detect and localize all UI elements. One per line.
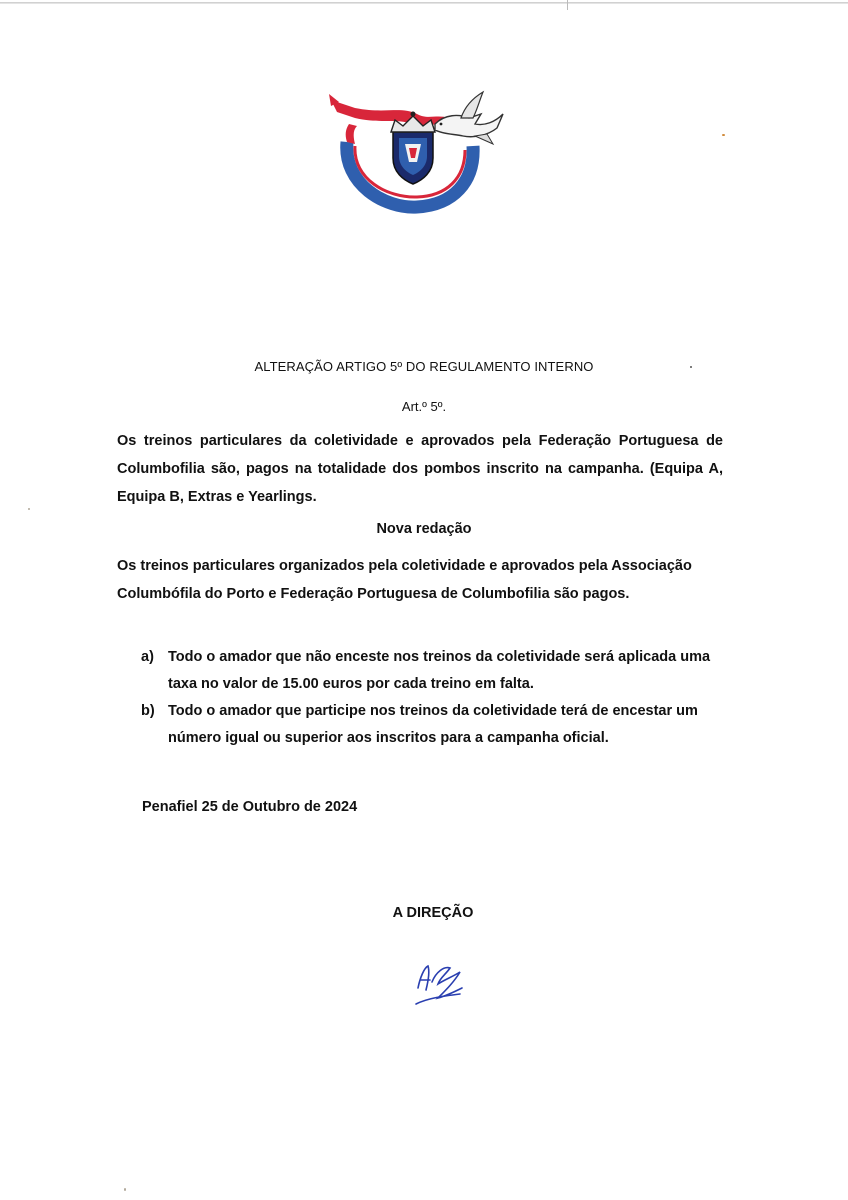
list-item (141, 644, 741, 698)
original-article-text (117, 427, 723, 511)
scan-edge-mark (567, 0, 568, 10)
document-title: ALTERAÇÃO ARTIGO 5º DO REGULAMENTO INTERNO (254, 359, 594, 374)
list-item-text: Todo o amador que não enceste nos treinos da coletividade será aplicada uma taxa no valor de 15.00 euros por cada treino em falta. (168, 649, 711, 692)
list-item (141, 698, 741, 752)
new-wording-heading: Nova redação (376, 521, 472, 537)
list-item-text: Todo o amador que participe nos treinos da coletividade terá de encestar um número igual ou superior aos inscritos para a campanha oficial. (168, 703, 698, 746)
scan-speck (124, 1188, 126, 1191)
scan-speck (722, 134, 725, 136)
place-and-date: Penafiel 25 de Outubro de 2024 (142, 799, 358, 815)
handwritten-signature-icon (410, 958, 470, 1010)
list-marker: a) (141, 649, 154, 665)
new-article-text: Os treinos particulares organizados pela coletividade e aprovados pela Associação Columbófila do Porto e Federação Portuguesa de Columbofilia são pagos. (117, 558, 692, 602)
scan-speck (28, 508, 30, 510)
list-marker: b) (141, 703, 155, 719)
scan-speck (690, 366, 692, 368)
signatory: A DIREÇÃO (392, 905, 474, 921)
article-heading: Art.º 5º. (401, 399, 447, 414)
club-emblem-icon (325, 84, 507, 214)
original-text-line: Os treinos particulares da coletividade e aprovados pela Federação Portuguesa de Columbofilia são, pagos na totalidade dos pombos inscrito na campanha. (117, 433, 723, 477)
rules-list (141, 644, 741, 752)
scan-edge (0, 2, 848, 4)
original-text-teams: (Equipa A, Equipa B, Extras e Yearlings. (117, 461, 724, 505)
